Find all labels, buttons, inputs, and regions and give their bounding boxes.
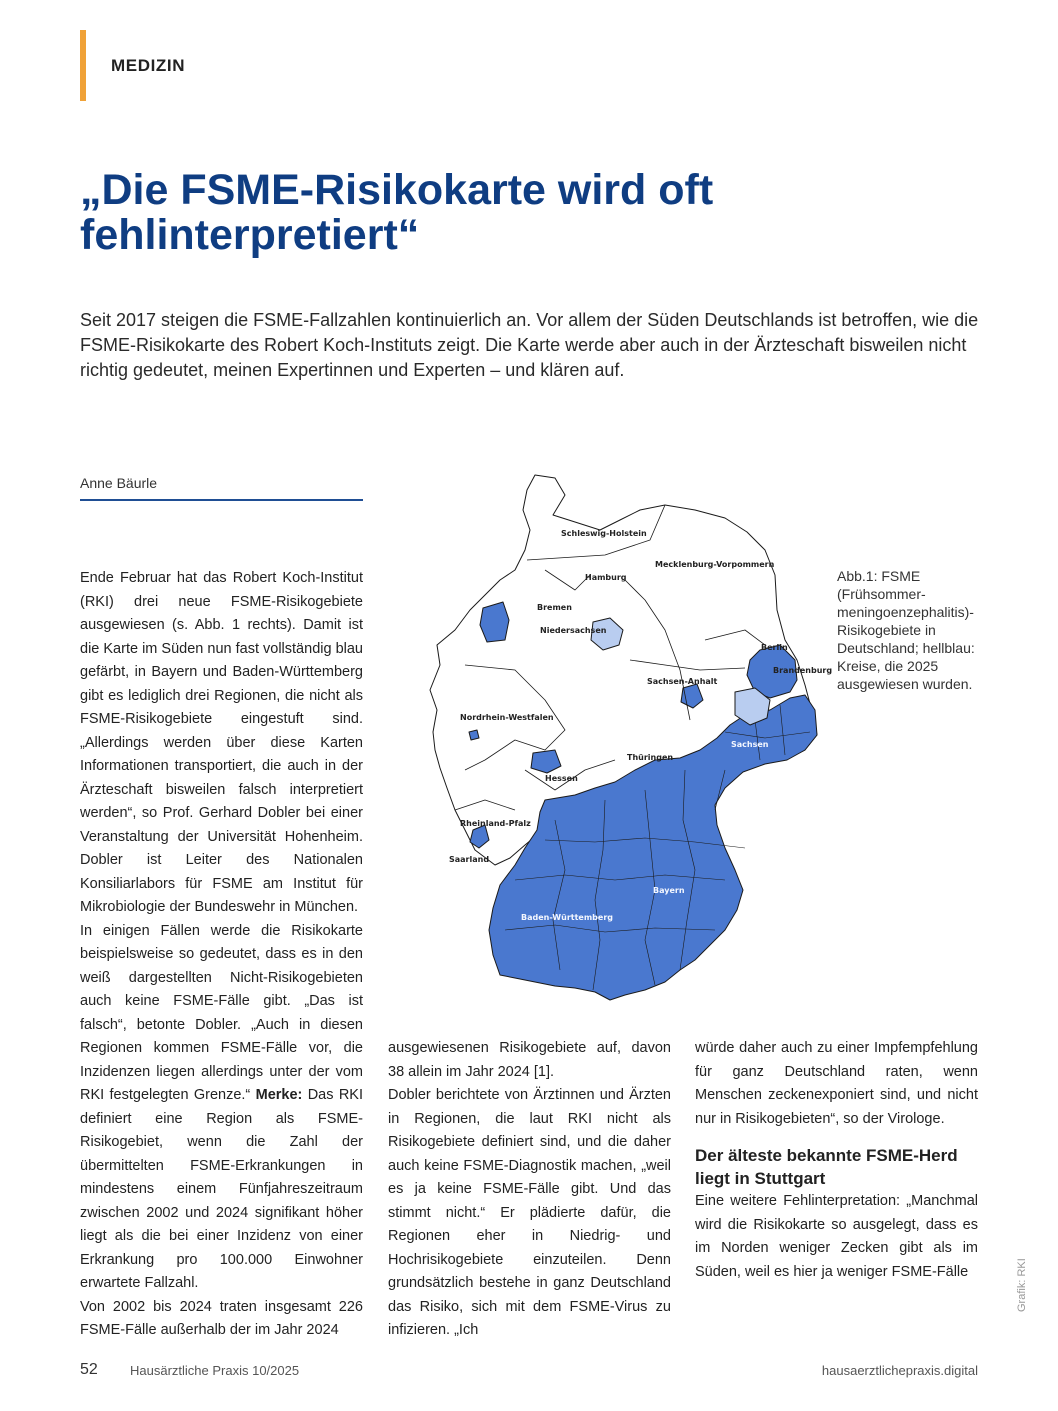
body-paragraph: Von 2002 bis 2024 traten insgesamt 226 FSME-Fälle außerhalb der im Jahr 2024 [80,1298,363,1338]
label-sachsen: Sachsen [731,740,769,749]
label-hamburg: Hamburg [585,573,627,582]
body-paragraph: ausgewiesenen Risikogebiete auf, davon 38 allein im Jahr 2024 [1]. [388,1040,671,1080]
label-thueringen: Thüringen [627,753,674,762]
label-rheinland-pfalz: Rheinland-Pfalz [460,819,531,828]
text-column-2 [388,1037,671,1343]
label-baden-wuerttemberg: Baden-Württemberg [521,913,614,922]
publication-name: Hausärztliche Praxis 10/2025 [130,1363,300,1378]
text-column-1 [80,567,363,1343]
note-label: Merke: [255,1087,303,1103]
label-brandenburg: Brandenburg [773,666,833,675]
label-bayern: Bayern [653,886,685,895]
body-paragraph [80,920,363,1296]
body-paragraph: Dobler berichtete von Ärztinnen und Ärzten in Regionen, die laut RKI nicht als Risikogebiete definiert sind, und die daher auch keine FSME-Diagnostik machen, „weil es ja keine FSME-Fälle gibt. Und das stimmt nicht.“ Er plädierte dafür, die Regionen eher in Niedrig- und Hochrisikogebiete einzuteilen. Denn grundsätzlich bestehe in ganz Deutschland das Risiko, sich mit dem FSME-Virus zu infizieren. „Ich [388,1087,671,1338]
label-mecklenburg-vorpommern: Mecklenburg-Vorpommern [655,560,775,569]
rubric-accent-bar [80,30,86,101]
figure-credit: Grafik: RKI [1016,1258,1028,1312]
body-paragraph: Eine weitere Fehlinterpretation: „Manchmal wird die Risikokarte so ausgelegt, dass es im Norden weniger Zecken gibt als im Süden, weil es hier ja weniger FSME-Fälle [695,1193,978,1280]
fsme-risk-map [425,470,833,1010]
body-paragraph: Ende Februar hat das Robert Koch-Institut (RKI) drei neue FSME-Risikogebiete ausgewiesen (s. Abb. 1 rechts). Damit ist die Karte im Süden nun fast vollständig blau gefärbt, in Bayern und Baden-Württemberg gibt es lediglich drei Regionen, die nicht als FSME-Risikogebiete eingestuft sind. „Allerdings werden über diese Karten Informationen transportiert, die auch in der Ärzteschaft bisweilen falsch interpretiert werden“, so Prof. Gerhard Dobler bei einer Veranstaltung der Universität Hohenheim. Dobler ist Leiter des Nationalen Konsiliarlabors für FSME am Institut für Mikrobiologie der Bundeswehr in München. [80,570,363,915]
rubric-label: MEDIZIN [111,56,186,75]
body-text: Das RKI definiert eine Region als FSME-Risikogebiet, wenn die Zahl der übermittelten FSME-Erkrankungen in mindestens einem Fünfjahreszeitraum zwischen 2002 und 2024 signifikant höher liegt als die bei einer Inzidenz von einer Erkrankung pro 100.000 Einwohner erwartete Fallzahl. [80,1087,363,1291]
website-url: hausaerztlichepraxis.digital [821,1363,978,1378]
germany-map-svg [425,470,833,1010]
label-nordrhein-westfalen: Nordrhein-Westfalen [460,713,554,722]
label-saarland: Saarland [449,855,490,864]
map-nrw-risk-district [469,730,479,740]
text-column-3 [695,1037,978,1284]
label-schleswig-holstein: Schleswig-Holstein [561,529,647,538]
label-hessen: Hessen [545,774,578,783]
label-niedersachsen: Niedersachsen [540,626,607,635]
label-bremen: Bremen [537,603,572,612]
label-berlin: Berlin [761,643,788,652]
page-number: 52 [80,1361,98,1378]
section-subheading: Der älteste bekannte FSME-Herd liegt in Stuttgart [695,1146,958,1188]
author-byline: Anne Bäurle [80,475,363,501]
lead-paragraph: Seit 2017 steigen die FSME-Fallzahlen kontinuierlich an. Vor allem der Süden Deutschlands ist betroffen, wie die FSME-Risikokarte des Robert Koch-Instituts zeigt. Die Karte werde aber auch in der Ärzteschaft bisweilen nicht richtig gedeutet, meinen Expertinnen und Experten – und klären auf. [80,310,979,380]
page-title: „Die FSME-Risikokarte wird oft fehlinterpretiert“ [80,166,714,259]
map-emsland-risk-district [480,602,509,642]
figure-caption: Abb.1: FSME (Frühsommer-meningoenzephalitis)-Risikogebiete in Deutschland; hellblau: Kreise, die 2025 ausgewiesen wurden. [837,568,975,692]
label-sachsen-anhalt: Sachsen-Anhalt [647,677,718,686]
body-paragraph: würde daher auch zu einer Impfempfehlung für ganz Deutschland raten, wenn Menschen zeckenexponiert sind, und nicht nur in Risikogebieten“, so der Virologe. [695,1040,978,1127]
body-text: In einigen Fällen werde die Risikokarte beispielsweise so gedeutet, dass es in den weiß dargestellten Nicht-Risikogebieten auch keine FSME-Fälle gibt. „Das ist falsch“, betonte Dobler. „Auch in diesen Regionen kommen FSME-Fälle vor, die Inzidenzen liegen allerdings unter der vom RKI festgelegten Grenze.“ [80,922,363,1103]
